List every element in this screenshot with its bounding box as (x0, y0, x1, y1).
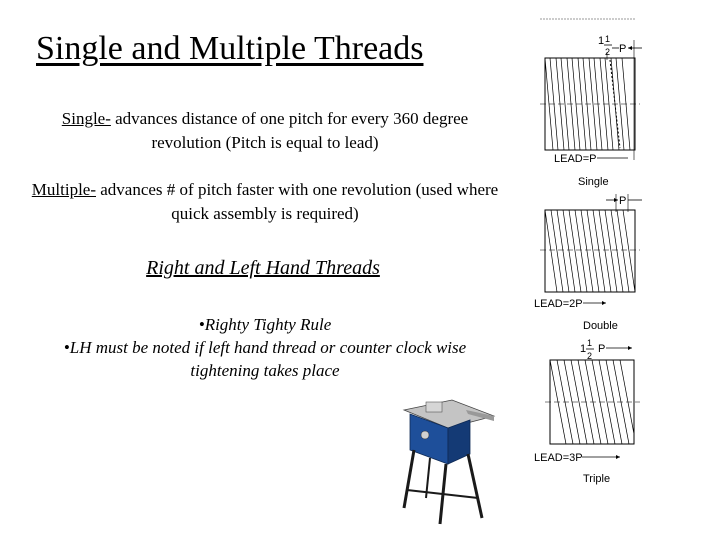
fraction-den: 2 (605, 47, 611, 57)
triple-thread-figure (534, 338, 640, 485)
thread-diagram (520, 0, 720, 500)
bullet-icon: • (63, 338, 70, 357)
bullet-text: Righty Tighty Rule (204, 315, 332, 334)
triple-pitch-label: P (598, 343, 606, 355)
single-lead-label: LEAD=P (554, 153, 597, 165)
table-saw-image (390, 380, 500, 530)
fraction-den: 2 (587, 351, 593, 361)
hand-threads-heading: Right and Left Hand Threads (146, 257, 380, 279)
triple-lead-label: LEAD=3P (534, 452, 583, 464)
bullet-list (40, 313, 490, 382)
double-pitch-label: P (619, 195, 627, 207)
single-thread-definition (30, 107, 500, 155)
single-caption: Single (578, 176, 609, 188)
triple-caption: Triple (583, 473, 611, 485)
bullet-icon: • (198, 315, 205, 334)
single-thread-figure (540, 34, 642, 188)
double-lead-label: LEAD=2P (534, 298, 583, 310)
saw-leg (404, 450, 414, 508)
bullet-item (40, 336, 490, 382)
single-text: advances distance of one pitch for every 360 degree revolution (Pitch is equal to lead) (110, 109, 469, 152)
multiple-text: advances # of pitch faster with one revolution (used where quick assembly is required) (96, 180, 499, 223)
multiple-term: Multiple- (31, 180, 96, 199)
slide-title: Single and Multiple Threads (36, 30, 424, 67)
double-thread-figure (534, 194, 642, 332)
fraction-whole: 1 (598, 35, 605, 47)
fraction-whole: 1 (580, 343, 587, 355)
double-caption: Double (583, 320, 618, 332)
multiple-thread-definition (30, 178, 500, 226)
fraction-num: 1 (605, 34, 611, 44)
single-pitch-label: P (619, 43, 627, 55)
fraction-num: 1 (587, 338, 593, 348)
single-term: Single- (61, 109, 111, 128)
bullet-text: LH must be noted if left hand thread or counter clock wise tightening takes place (69, 338, 467, 380)
bullet-item (40, 313, 490, 336)
